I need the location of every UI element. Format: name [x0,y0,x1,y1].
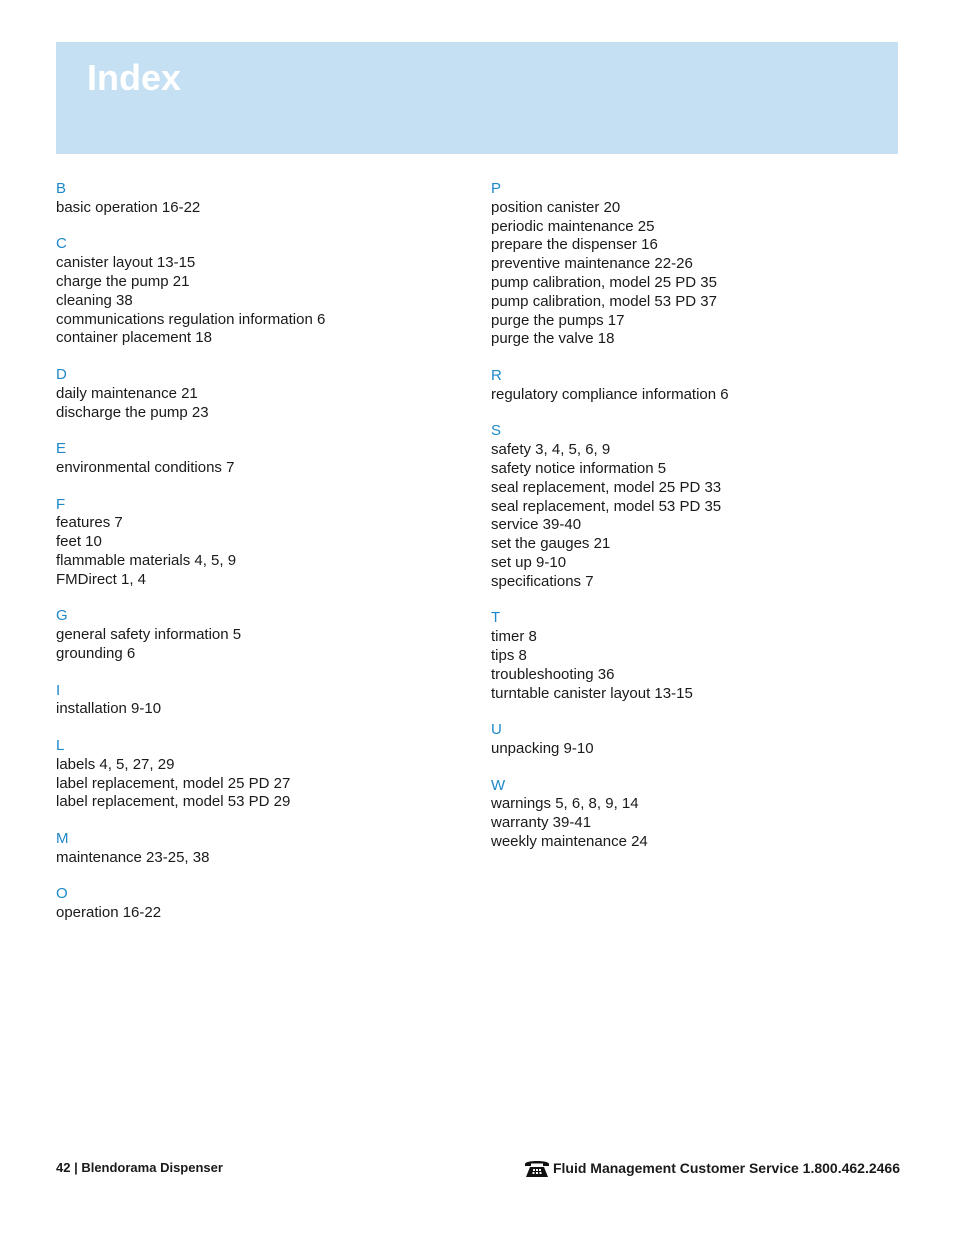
customer-service-text: Fluid Management Customer Service 1.800.462.2466 [552,1160,900,1176]
index-letter: C [56,235,67,253]
index-entry: safety notice information 5 [491,459,667,477]
index-letter: B [56,180,67,197]
index-letter: T [491,609,501,627]
index-entry: discharge the pump 23 [56,403,209,421]
index-entry: general safety information 5 [56,626,242,644]
index-entry: charge the pump 21 [56,272,190,290]
index-entry: set up 9-10 [491,553,567,571]
index-entry: label replacement, model 25 PD 27 [56,774,291,792]
customer-service-footer [524,1158,900,1178]
index-group-s [491,422,911,591]
index-letter: U [491,721,502,739]
index-entry: purge the valve 18 [491,330,615,348]
index-entry: regulatory compliance information 6 [491,385,729,403]
index-entry: label replacement, model 53 PD 29 [56,793,291,811]
index-group-w [491,777,911,852]
index-letter: M [56,829,69,847]
index-column-left [56,180,476,941]
index-entry: feet 10 [56,533,102,551]
index-group-i [56,682,476,720]
index-letter: D [56,365,67,383]
index-entry: flammable materials 4, 5, 9 [56,551,237,569]
index-group-t [491,609,911,703]
index-letter: O [56,885,68,903]
index-group-m [56,830,476,868]
page-footer-label: 42 | Blendorama Dispenser [56,1160,223,1175]
index-entry: installation 9-10 [56,700,162,718]
index-entry: prepare the dispenser 16 [491,236,658,254]
index-entry: environmental conditions 7 [56,458,235,476]
index-entry: warnings 5, 6, 8, 9, 14 [491,795,639,813]
index-letter: P [491,180,502,197]
index-entry: pump calibration, model 25 PD 35 [491,273,717,291]
index-entry: maintenance 23-25, 38 [56,848,210,866]
index-letter: F [56,495,66,513]
index-letter: G [56,607,68,625]
page-title: Index [87,57,182,98]
index-entry: timer 8 [491,628,537,646]
telephone-icon [524,1158,550,1178]
index-entry: labels 4, 5, 27, 29 [56,755,175,773]
index-entry: seal replacement, model 25 PD 33 [491,478,722,496]
index-group-g [56,607,476,663]
index-entry: position canister 20 [491,198,621,216]
index-entry: specifications 7 [491,572,594,590]
index-group-r [491,367,911,405]
index-entry: purge the pumps 17 [491,311,625,329]
index-entry: weekly maintenance 24 [491,832,648,850]
index-group-c [56,235,476,348]
index-letter: W [491,776,506,794]
index-letter: R [491,366,502,384]
index-entry: warranty 39-41 [491,814,592,832]
index-entry: troubleshooting 36 [491,665,615,683]
index-group-l [56,737,476,812]
index-entry: communications regulation information 6 [56,310,326,328]
index-entry: set the gauges 21 [491,535,611,553]
index-group-b [56,180,476,218]
index-group-f [56,496,476,590]
index-entry: unpacking 9-10 [491,739,594,757]
index-letter: S [491,422,502,440]
index-group-e [56,440,476,478]
index-group-d [56,366,476,422]
header-banner [56,42,898,154]
index-letter: L [56,736,65,754]
index-entry: canister layout 13-15 [56,254,196,272]
index-group-u [491,721,911,759]
index-entry: tips 8 [491,646,527,664]
index-column-right [491,180,911,869]
index-group-o [56,885,476,923]
index-entry: safety 3, 4, 5, 6, 9 [491,441,611,459]
index-group-p [491,180,911,349]
index-letter: E [56,440,67,458]
index-entry: preventive maintenance 22-26 [491,255,693,273]
index-entry: basic operation 16-22 [56,198,201,216]
index-entry: service 39-40 [491,516,582,534]
index-entry: container placement 18 [56,329,212,347]
index-entry: FMDirect 1, 4 [56,570,147,588]
index-entry: operation 16-22 [56,904,162,922]
index-entry: periodic maintenance 25 [491,217,655,235]
index-entry: features 7 [56,514,123,532]
index-letter: I [56,681,61,699]
index-entry: turntable canister layout 13-15 [491,684,693,702]
index-entry: grounding 6 [56,644,136,662]
index-entry: pump calibration, model 53 PD 37 [491,292,717,310]
index-entry: daily maintenance 21 [56,384,198,402]
index-entry: cleaning 38 [56,291,133,309]
index-entry: seal replacement, model 53 PD 35 [491,497,722,515]
